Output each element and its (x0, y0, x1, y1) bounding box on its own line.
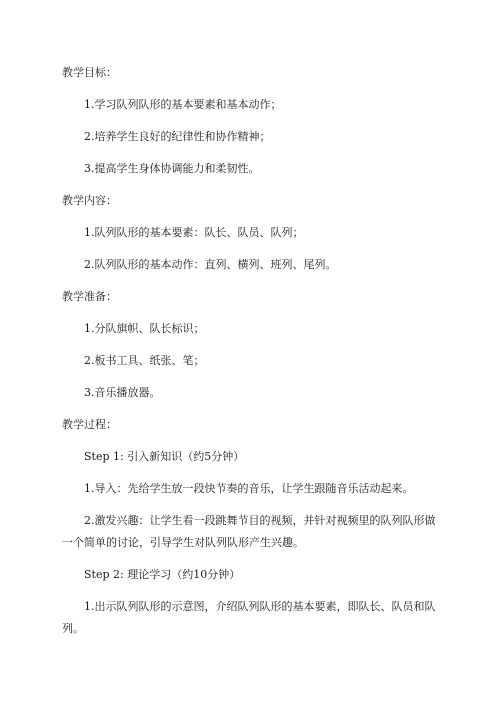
heading-teaching-preparation: 教学准备： (62, 290, 117, 303)
heading-teaching-goals: 教学目标： (62, 66, 117, 79)
prep-item-1: 1.分队旗帜、队长标识； (84, 322, 205, 335)
process-item-2: 2.激发兴趣：让学生看一段跳舞节目的视频，并针对视频里的队列队形做一个简单的讨论，引导学生对队列队形产生兴趣。 (62, 514, 436, 549)
content-item-1: 1.队列队形的基本要素：队长、队员、队列； (84, 226, 304, 239)
prep-item-2: 2.板书工具、纸张、笔； (84, 354, 205, 367)
process-item-3: 1.出示队列队形的示意图，介绍队列队形的基本要素，即队长、队员和队列。 (62, 600, 436, 635)
prep-item-3: 3.音乐播放器。 (84, 386, 161, 399)
heading-teaching-content: 教学内容： (62, 194, 117, 207)
heading-teaching-process: 教学过程： (62, 418, 117, 431)
process-step-2: Step 2: 理论学习（约10分钟） (84, 568, 241, 581)
goal-item-3: 3.提高学生身体协调能力和柔韧性。 (84, 162, 260, 175)
document-body (62, 62, 438, 650)
goal-item-2: 2.培养学生良好的纪律性和协作精神； (84, 130, 271, 143)
process-step-1: Step 1: 引入新知识（约5分钟） (84, 450, 245, 463)
process-item-1: 1.导入：先给学生放一段快节奏的音乐，让学生跟随音乐活动起来。 (84, 482, 414, 495)
content-item-2: 2.队列队形的基本动作：直列、横列、班列、尾列。 (84, 258, 337, 271)
goal-item-1: 1.学习队列队形的基本要素和基本动作； (84, 98, 282, 111)
